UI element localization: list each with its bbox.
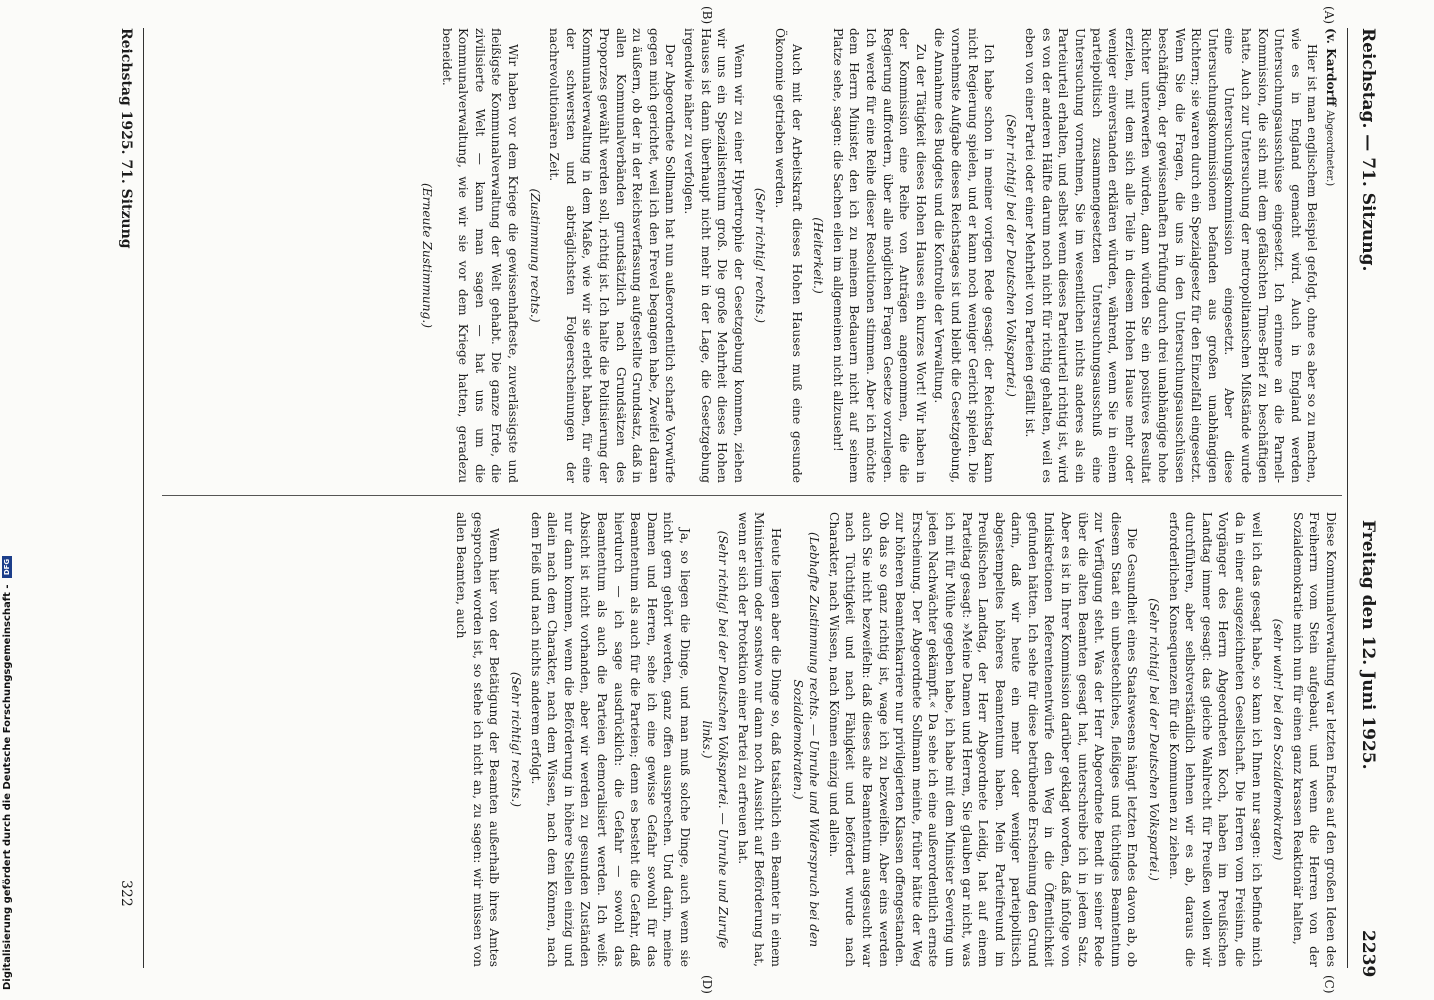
paragraph: Der Abgeordnete Sollmann hat nun außerordentlich scharfe Vorwürfe gegen mich gerichtet, weil ich den Frevel begangen habe, Zweifel daran zu äußern, ob der in der Reichsverfassung aufgestellte Grundsatz, daß in allen Kommunalverbänden grundsätzlich nach Grundsätzen des Proporzes gewählt werden soll, richtig ist. Ich halte die Politisierung der Kommunalverwaltung in dem Maße, wie wir sie erlebt haben, für eine der schwersten und abträglichsten Folgeerscheinungen der nachrevolutionären Zeit. xyxy=(547,28,678,483)
dfg-logo-icon: DFG xyxy=(2,556,12,578)
interjection: (Sehr richtig! bei der Deutschen Volkspartei. — Unruhe und Zurufe links.) xyxy=(699,530,731,949)
paragraph: Ich habe schon in meiner vorigen Rede gesagt: der Reichstag kann nicht Regierung spielen, und er kann noch weniger Gericht spielen. Die vornehmste Aufgabe dieses Reichstages ist und bleibt die Gesetzgebung, die Annahme des Budgets und die Kontrolle der Verwaltung. xyxy=(932,28,997,483)
speaker-name: (v. Kardorff xyxy=(1324,28,1338,107)
footer-rule xyxy=(143,28,144,968)
paragraph: Wir haben vor dem Kriege die gewissenhafteste, zuverlässigste und fleißigste Kommunalverwaltung der Welt gehabt. Die ganze Erde, die zivilisierte Welt — kann man sagen — hat uns um die Kommunalverwaltung, wie wir sie vor dem Kriege hatten, geradezu beneidet. xyxy=(439,28,521,483)
interjection: (Erneute Zustimmung.) xyxy=(420,183,435,328)
left-column xyxy=(414,28,1339,483)
paragraph: Wenn wir zu einer Hypertrophie der Gesetzgebung kommen, ziehen wir uns ein Spezialistentum groß. Die große Mehrheit dieses Hohen Hauses ist dann überhaupt nicht mehr in der Lage, die Gesetzgebung irgendwie näher zu verfolgen. xyxy=(682,28,746,483)
interjection: (Sehr richtig! rechts.) xyxy=(753,187,768,324)
interjection: (Sehr richtig! rechts.) xyxy=(509,671,524,808)
footer-text: Reichstag 1925. 71. Sitzung xyxy=(118,28,134,249)
header-rule xyxy=(1347,28,1348,968)
speaker-line xyxy=(1322,28,1339,483)
margin-mark-a: (A) xyxy=(1322,6,1336,25)
margin-mark-d: (D) xyxy=(700,975,714,994)
margin-mark-c: (C) xyxy=(1322,975,1336,994)
paragraph: Ja, so liegen die Dinge, und man muß solche Dinge, auch wenn sie nicht gern gehört werden, ganz offen aussprechen. Und darin, meine Damen und Herren, sehe ich eine gewisse Gefahr sowohl für das Beamtentum als auch für die Parteien; denn es besteht die Gefahr, daß hierdurch — ich sage ausdrücklich: die Gefahr — sowohl das Beamtentum als auch die Parteien demoralisiert werden. Ich weiß: Absicht ist nicht vorhanden, aber wir werden zu gesunden Zuständen nur dann kommen, wenn die Beförderung in höhere Stellen einzig und allein nach dem Charakter, nach dem Wissen, nach dem Können, nach dem Fleiß und nach nichts anderem erfolgt. xyxy=(528,512,693,967)
column-divider xyxy=(162,495,1342,496)
interjection: (Sehr richtig! bei der Deutschen Volkspartei.) xyxy=(1003,114,1018,397)
speaker-role: Abgeordneter.) xyxy=(1324,109,1335,187)
interjection: (Zustimmung rechts.) xyxy=(527,188,542,323)
header-date: Freitag den 12. Juni 1925. xyxy=(1358,520,1378,770)
running-header: Reichstag. — 71. Sitzung. xyxy=(1358,28,1378,272)
page-number: 2239 xyxy=(1358,930,1378,978)
paragraph: weil ich das gesagt habe, so kann ich Ihnen nur sagen: ich befinde mich da in einer ausgezeichneten Gesellschaft. Die Herren vom Freisinn, die Vorgänger des Herrn Abgeordneten Koch, haben im Preußischen Landtag immer gesagt: das gleiche Wahlrecht für Preußen wollen wir durchführen, aber selbstverständlich lehnen wir es ab, daraus die erforderlichen Konsequenzen für die Kommunen zu ziehen. xyxy=(1166,512,1264,967)
paragraph: Die Gesundheit eines Staatswesens hängt letzten Endes davon ab, ob diesem Staat ein unbestechliches, fleißiges und tüchtiges Beamtentum zur Verfügung steht. Was der Herr Abgeordnete Bendt in seiner Rede über die alten Beamten gesagt hat, unterschreibe ich in jedem Satz. Aber es ist in Ihrer Kommission darüber geklagt worden, daß infolge von Indiskretionen Referentenentwürfe den Weg in die Öffentlichkeit gefunden hätten. Ich sehe für diese betrübende Erscheinung den Grund darin, daß wir heute ein mehr oder weniger parteipolitisch abgestempeltes höheres Beamtentum haben. Mein Parteifreund im Preußischen Landtag, der Herr Abgeordnete Leidig, hat auf einem Parteitag gesagt: »Meine Damen und Herren, Sie glauben gar nicht, was ich mit für Mühe gegeben habe, ich habe mit dem Minister Severing um jeden Nachwächter gekämpft.« Da sehe ich eine außerordentlich ernste Erscheinung. Der Abgeordnete Sollmann meinte, früher hätte der Weg zur höheren Beamtenkarriere nur privilegierten Klassen offengestanden. Ob das so ganz richtig ist, wage ich zu bezweifeln. Aber eins werden auch Sie nicht bezweifeln: daß dieses alte Beamtentum ausgesucht war nach Tüchtigkeit und nach Fähigkeit und befördert wurde nach Charakter, nach Wissen, nach Können einzig und allein. xyxy=(826,512,1140,967)
credit-text: Digitalisierung gefördert durch die Deutsche Forschungsgemeinschaft - xyxy=(2,584,13,990)
interjection: (Lebhafte Zustimmung rechts. — Unruhe und Widerspruch bei den Sozialdemokraten.) xyxy=(790,531,822,948)
interjection: (sehr wahr! bei den Sozialdemokraten) xyxy=(1271,618,1286,861)
interjection: (Sehr richtig! bei der Deutschen Volkspartei.) xyxy=(1147,598,1162,881)
margin-mark-b: (B) xyxy=(700,6,714,25)
digitization-credit xyxy=(2,558,13,990)
paragraph: Hier ist man englischem Beispiel gefolgt, ohne es aber so zu machen, wie es in England gemacht wird. Auch in England werden Untersuchungsausschüsse eingesetzt. Ich erinnere an die Parnell-Kommission, die sich mit dem gefälschten Times-Brief zu beschäftigen hatte. Auch zur Untersuchung der metropolitanischen Mißstände wurde eine Untersuchungskommission eingesetzt. Aber diese Untersuchungskommissionen befanden aus großen unabhängigen Richtern; sie waren durch ein Spezialgesetz für den Einzelfall eingesetzt. Wenn Sie die Fragen, die uns in den Untersuchungsausschüssen beschäftigen, der gewissenhaften Prüfung durch drei unabhängige hohe Richter unterwerfen würden, dann würden Sie ein positives Resultat erzielen, mit dem sich alle Teile in diesem Hohen Hause mehr oder weniger einverstanden erklären würden, während, wenn Sie in einem parteipolitisch zusammengesetzten Untersuchungsausschuß eine Untersuchung vornehmen, Sie im wesentlichen nichts anderes als ein Parteiurteil erhalten, und selbst wenn dieses Parteiurteil richtig ist, wird es von der anderen Hälfte darum noch nicht für richtig gehalten, weil es eben von einer Partei oder einer Mehrheit von Parteien gefällt ist. xyxy=(1023,28,1320,483)
paragraph: Auch mit der Arbeitskraft dieses Hohen Hauses muß eine gesunde Ökonomie getrieben werden. xyxy=(773,28,804,483)
right-column xyxy=(451,512,1339,967)
paragraph: Diese Kommunalverwaltung war letzten Endes auf den großen Ideen des Freiherrn vom Stein aufgebaut, und wenn die Herren von der Sozialdemokratie mich nun für einen ganz krassen Reaktionär halten, xyxy=(1290,512,1338,967)
paragraph: Zu der Tätigkeit dieses Hohen Hauses ein kurzes Wort! Wir haben in der Kommission eine Reihe von Anträgen angenommen, die die Regierung auffordern, über alle möglichen Fragen Gesetze vorzulegen. Ich werde für eine Reihe dieser Resolutionen stimmen. Aber ich möchte dem Herrn Minister, den ich zu meinem Bedauern nicht auf seinem Platze sehe, sagen: die Sachen eilen im allgemeinen nicht allzusehr! xyxy=(830,28,928,483)
paragraph: Heute liegen aber die Dinge so, daß tatsächlich ein Beamter in einem Ministerium oder sonstwo nur dann noch Aussicht auf Beförderung hat, wenn er sich der Protektion einer Partei zu erfreuen hat. xyxy=(735,512,783,967)
footer-page-number: 322 xyxy=(118,880,134,907)
paragraph: Wenn hier von der Betätigung der Beamten außerhalb ihres Amtes gesprochen worden ist, so stehe ich nicht an, zu sagen: wir müssen von allen Beamten, auch xyxy=(454,512,502,967)
interjection: (Heiterkeit.) xyxy=(811,217,826,294)
